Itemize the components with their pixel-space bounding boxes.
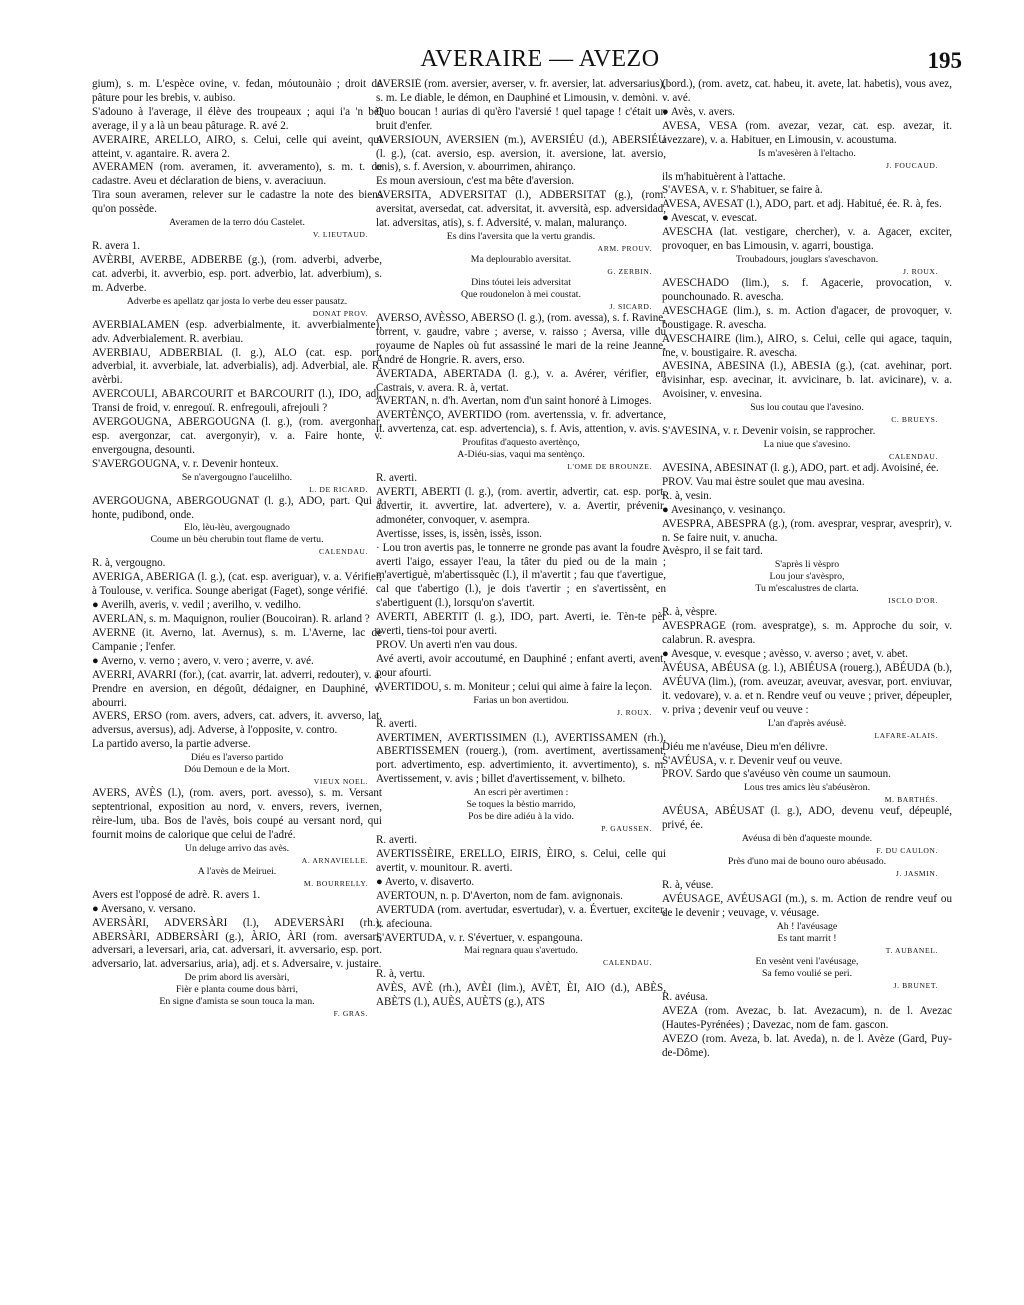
quotation-line: En vesènt veni l'avéusage, [755,955,859,967]
entry-paragraph: AVESA, AVESAT (l.), ADO, part. et adj. Habitué, ée. R. à, fes. [662,198,942,211]
entry-paragraph: AVERS, ERSO (rom. avers, advers, cat. advers, it. avverso, lat. adversus, aversus), adj. Adverse, à l'opposite, v. contro. [92,710,382,737]
quotation-line: En signe d'amista se soun touca la man. [159,996,315,1008]
quotation-attribution: P. GAUSSEN. [601,824,652,834]
entry-paragraph: AVERGOUGNA, ABERGOUGNA (l. g.), (rom. avergonhar, esp. avergonzar, cat. avergonyir), v. a. Faire honte, v. envergougna, desounti. [92,416,382,456]
quotation-line: Farias un bon avertidou. [473,694,569,706]
quotation-line: S'après li vèspro [774,559,840,571]
entry-paragraph: (bord.), (rom. avetz, cat. habeu, it. avete, lat. habetis), vous avez, v. avé. [662,78,952,104]
quotation-attribution: C. BRUEYS. [891,415,938,425]
quotation-line: Avéusa di bèn d'aqueste mounde. [741,833,873,845]
quotation-attribution: F. GRAS. [333,1009,368,1019]
quotation-line: Averamen de la terro dóu Castelet. [169,217,305,229]
entry-paragraph: R. avera 1. [92,240,141,253]
entry-paragraph: AVERLAN, s. m. Maquignon, roulier (Boucoiran). R. arland ? [92,613,370,626]
quotation-attribution: L'OME DE BROUNZE. [567,462,652,472]
quotation-line: Sa femo voulié se peri. [761,967,853,979]
quotation-line: An escri pèr avertimen : [473,787,569,799]
quotation-attribution: G. ZERBIN. [607,266,652,276]
entry-paragraph: AVERAIRE, ARELLO, AIRO, s. Celui, celle qui aveint, qui atteint, v. agantaire. R. avera 2. [92,133,382,160]
entry-paragraph: ● Averilh, averis, v. vedil ; averilho, v. vedilho. [92,599,302,612]
quotation-line: Es dins l'aversita que la vertu grandis. [446,230,596,242]
entry-paragraph: AVÈS, AVÈ (rh.), AVÈI (lim.), AVÈT, ÈI, AIO (d.), ABÈS, ABÈTS (l.), AUÈS, AUÈTS (g.), ATS [376,982,666,1009]
quotation-line: Elo, lèu-lèu, avergougnado [184,522,290,534]
entry-paragraph: AVERSITA, ADVERSITAT (l.), ADBERSITAT (g.), (rom. aversitat, aversedat, cat. adversitat, it. avversità, esp. adversidad, lat. adversitas, atis), s. f. Adversité, v. malan, maluranço. [376,189,666,230]
entry-paragraph: AVERTISSÈIRE, ERELLO, EIRIS, ÈIRO, s. Celui, celle qui avertit, v. mounitour. R. averti. [376,848,666,874]
quotation-attribution: J. ROUX. [617,707,652,717]
entry-paragraph: AVERBIALAMEN (esp. adverbialmente, it. avverbialmente), adv. Adverbialement. R. averbiau. [92,318,382,345]
page-title: AVERAIRE — AVEZO [420,46,660,72]
entry-paragraph: Avé averti, avoir accoutumé, en Dauphiné ; enfant averti, avent, pour afourti. [376,652,666,679]
entry-paragraph: AVERSO, AVÈSSO, ABERSO (l. g.), (rom. avessa), s. f. Ravine, torrent, v. gaudre, vabre ; averse, v. raisso ; Aversa, ville du royaume de Naples où fut assassiné le mari de la reine Jeanne, André de Hongrie. R. avers, erso. [376,311,666,366]
entry-paragraph: AVERTIDOU, s. m. Moniteur ; celui qui aime à faire la leçon. [376,680,653,693]
quotation-line: La niue que s'avesino. [763,439,851,451]
entry-paragraph: ils m'habituèrent à l'attache. [662,170,786,183]
entry-paragraph: S'AVÉUSA, v. r. Devenir veuf ou veuve. [662,754,843,767]
quotation-attribution: ISCLO D'OR. [888,596,938,606]
column-1 [92,78,382,1288]
entry-paragraph: Quo boucan ! aurias di qu'èro l'aversié ! quel tapage ! c'était un bruit d'enfer. [376,105,666,132]
quotation-line: L'an d'après avéusè. [767,717,847,729]
quotation-line: Sus lou coutau que l'avesino. [750,402,864,414]
entry-paragraph: AVERBIAU, ADBERBIAL (l. g.), ALO (cat. esp. port. adverbial, it. avverbiale, lat. adverbialis), adj. Adverbial, ale. R. avèrbi. [92,346,382,387]
quotation-line: De prim abord lis aversàri, [184,972,290,984]
entry-paragraph: PROV. Sardo que s'avéuso vèn coume un saumoun. [662,768,891,781]
quotation-line: A l'avès de Meiruei. [197,865,277,877]
entry-paragraph: AVESCHA (lat. vestigare, chercher), v. a. Agacer, exciter, provoquer, en bas Limousin, v. agarri, boustiga. [662,226,952,253]
entry-paragraph: R. à, vertu. [376,968,425,981]
quotation-line: Se n'avergougno l'aucelilho. [181,471,293,483]
quotation-line: Fièr e planta coume dous bàrri, [176,984,298,996]
entry-paragraph: AVERTADA, ABERTADA (l. g.), v. a. Avérer, vérifier, en Castrais, v. avera. R. à, vertat. [376,367,666,394]
column-3 [662,78,952,1288]
entry-paragraph: ● Averno, v. verno ; avero, v. vero ; averre, v. avé. [92,654,314,667]
entry-paragraph: AVERIGA, ABERIGA (l. g.), (cat. esp. averiguar), v. a. Vérifier, à Toulouse, v. verifica. Sounge aberigat (Faget), songe vérifié. [92,571,382,598]
entry-paragraph: ● Avès, v. avers. [662,105,735,118]
entry-paragraph: S'AVESA, v. r. S'habituer, se faire à. [662,184,823,197]
entry-paragraph: ● Averto, v. disaverto. [376,875,475,888]
entry-paragraph: AVESINA, ABESINA (l.), ABESIA (g.), (cat. avehinar, port. avisinhar, esp. avecinar, it. avvicinare, b. lat. avicinare), v. a. Avoisiner, v. envesina. [662,360,952,401]
entry-paragraph: R. avéusa. [662,990,708,1003]
entry-paragraph: AVESCHAGE (lim.), s. m. Action d'agacer, de provoquer, v. boustigage. R. avescha. [662,304,952,331]
quotation-line: Se toques la bèstio marrido, [466,799,576,811]
quotation-line: Lou jour s'avèspro, [769,571,845,583]
quotation-attribution: J. SICARD. [609,301,652,311]
entry-paragraph: AVÉUSA, ABÉUSA (g. l.), ABIÉUSA (rouerg.), ABÉUDA (b.), AVÉUVA (lim.), (rom. aveuzar, aveuvar, avesvar, port. enviuvar, it. vedovare), v. a. et n. Rendre veuf ou veuve ; priver, dépeupler, v. priva ; devenir veuf ou veuve : [662,662,952,716]
quotation-attribution: CALENDAU. [318,547,368,557]
entry-paragraph: AVERTI, ABERTI (l. g.), (rom. avertir, advertir, cat. esp. port. advertir, it. avvertire, lat. advertere), v. a. Avertir, prévenir, admonéter, convoquer, v. asempra. [376,486,666,526]
entry-paragraph: gium), s. m. L'espèce ovine, v. fedan, móutounàio ; droit de pâture pour les brebis, v. aubiso. [92,78,382,104]
entry-paragraph: AVERTIMEN, AVERTISSIMEN (l.), AVERTISSAMEN (rh.), ABERTISSEMEN (rouerg.), (rom. avertiment, avertissament, port. advertimento, esp. advertimiento, it. avvertimento), s. m. Avertissement, v. avis ; billet d'avertissement, v. bilheto. [376,731,666,786]
quotation-attribution: M. BARTHÉS. [884,795,938,805]
quotation-attribution: T. AUBANEL. [885,945,938,955]
quotation-line: Adverbe es apellatz qar josta lo verbe deu esser pausatz. [126,295,348,307]
entry-paragraph: Diéu me n'avéuse, Dieu m'en délivre. [662,740,828,753]
entry-paragraph: R. averti. [376,717,417,730]
entry-paragraph: ● Aversano, v. versano. [92,902,196,915]
entry-paragraph: S'AVERGOUGNA, v. r. Devenir honteux. [92,457,279,470]
entry-paragraph: AVERSIÉ (rom. aversier, averser, v. fr. aversier, lat. adversarius), s. m. Le diable, le démon, en Dauphiné et Limousin, v. demòni. [376,78,666,104]
quotation-attribution: J. JASMIN. [895,869,938,879]
entry-paragraph: Avèspro, il se fait tard. [662,545,763,558]
entry-paragraph: AVERCOULI, ABARCOURIT et BARCOURIT (l.), IDO, adj. Transi de froid, v. enregouï. R. enfregouli, afrejouli ? [92,388,382,415]
entry-paragraph: ● Avesque, v. evesque ; avèsso, v. averso ; avet, v. abet. [662,648,908,661]
quotation-line: Coume un bèu cherubin tout flame de vertu. [150,534,324,546]
quotation-line: Tu m'escalustres de clarta. [755,583,859,595]
entry-paragraph: AVEZA (rom. Avezac, b. lat. Avezacum), n. de l. Avezac (Hautes-Pyrénées) ; Davezac, nom de fam. gascon. [662,1004,952,1031]
quotation-line: Lous tres amics lèu s'abéusèron. [743,782,871,794]
quotation-attribution: LAFARE-ALAIS. [874,730,938,740]
entry-paragraph: AVESCHAIRE (lim.), AIRO, s. Celui, celle qui agace, taquin, ine, v. boustigaire. R. avescha. [662,332,952,359]
running-head [0,44,1024,78]
quotation-attribution: ARM. PROUV. [597,243,652,253]
entry-paragraph: AVEZO (rom. Aveza, b. lat. Aveda), n. de l. Avèze (Gard, Puy-de-Dôme). [662,1032,952,1059]
entry-paragraph: S'AVERTUDA, v. r. S'évertuer, v. espangouna. [376,931,583,944]
entry-paragraph: R. à, véuse. [662,879,714,892]
entry-paragraph: S'AVESINA, v. r. Devenir voisin, se rapprocher. [662,425,876,438]
quotation-attribution: VIEUX NOEL. [313,777,368,787]
entry-paragraph: R. averti. [376,472,417,485]
entry-paragraph: AVÉUSA, ABÉUSAT (l. g.), ADO, devenu veuf, dépeuplé, privé, ée. [662,805,952,832]
entry-paragraph: AVESA, VESA (rom. avezar, vezar, cat. esp. avezar, it. avezzare), v. a. Habituer, en Limousin, v. acoustuma. [662,119,952,146]
entry-paragraph: AVÈRBI, AVERBE, ADBERBE (g.), (rom. adverbi, adverbe, cat. adverbi, it. avverbio, esp. port. adverbio, lat. adverbium), s. m. Adverbe. [92,253,382,294]
quotation-line: A-Diéu-sias, vaqui ma sentènço. [457,449,585,461]
quotation-line: Près d'uno mai de bouno ouro abéusado. [727,856,887,868]
entry-paragraph: AVESPRAGE (rom. avespratge), s. m. Approche du soir, v. calabrun. R. avespra. [662,620,952,647]
entry-paragraph: R. à, vèspre. [662,606,718,619]
entry-paragraph: AVERNE (it. Averno, lat. Avernus), s. m. L'Averne, lac de Campanie ; l'enfer. [92,627,382,653]
quotation-line: Un deluge arrivo das avès. [184,842,290,854]
entry-paragraph: R. à, vesin. [662,489,712,502]
quotation-line: Ah ! l'avéusage [776,920,838,932]
entry-paragraph: AVERTÈNÇO, AVERTIDO (rom. avertenssia, v. fr. advertance, it. avvertenza, cat. esp. advertencia), s. f. Avis, attention, v. avis. [376,409,666,436]
entry-paragraph: ● Avesinanço, v. vesinanço. [662,503,786,516]
quotation-line: Que roudonelon à mei coustat. [461,288,581,300]
entry-paragraph: R. à, vergougno. [92,557,166,570]
quotation-line: Proufitas d'aquesto avertènço, [462,437,580,449]
entry-paragraph: AVERSIOUN, AVERSIEN (m.), AVERSIÉU (d.), ABERSIÉU (l. g.), (cat. aversio, esp. aversion, it. aversione, lat. aversio, onis), s. f. Aversion, v. abourrimen, ahiranço. [376,133,666,174]
entry-paragraph: Es moun aversioun, c'est ma bête d'aversion. [376,175,575,188]
entry-paragraph: AVERGOUGNA, ABERGOUGNAT (l. g.), ADO, part. Qui a honte, pudibond, onde. [92,494,382,521]
entry-paragraph: AVERTAN, n. d'h. Avertan, nom d'un saint honoré à Limoges. [376,395,652,408]
entry-paragraph: AVESINA, ABESINAT (l. g.), ADO, part. et adj. Avoisiné, ée. [662,462,939,475]
entry-paragraph: · Lou tron avertis pas, le tonnerre ne gronde pas avant la foudre ; averti l'aigo, essayer l'eau, la tâter du pied ou de la main ; m'avertiguè, m'abertissquèc (l.), il m'avertit ; fau que t'avertigue, cal que t'abertigo (l.), je dois t'avertir ; en s'avertissènt, en s'abertiguent (l.), lorsqu'on s'avertit. [376,541,666,610]
entry-paragraph: R. averti. [376,834,417,847]
quotation-attribution: CALENDAU. [888,452,938,462]
entry-paragraph: Avertisse, isses, is, issèn, issès, isson. [376,527,542,540]
quotation-line: Dins tóutei leis adversitat [471,276,571,288]
entry-paragraph: Tira soun averamen, relever sur le cadastre la note des biens qu'on possède. [92,189,382,216]
quotation-line: Mai regnara quau s'avertudo. [464,945,578,957]
quotation-attribution: J. BRUNET. [893,980,938,990]
entry-paragraph: AVERS, AVÈS (l.), (rom. avers, port. avesso), s. m. Versant septentrional, exposition au nord, v. envers, revers, ivernen, rèire-lum, uba. Bos de l'avès, bois coupé au versant nord, qui fournit moins de calorique que celui de l'adré. [92,787,382,841]
quotation-line: Is m'avesèren à l'eltacho. [758,147,856,159]
quotation-line: Diéu es l'averso partido [190,752,284,764]
quotation-attribution: V. LIEUTAUD. [312,230,368,240]
page-number: 195 [927,48,962,73]
quotation-attribution: CALENDAU. [602,958,652,968]
quotation-line: Ma deplourablo aversitat. [470,253,572,265]
column-2 [376,78,666,1288]
quotation-attribution: F. DU CAULON. [876,846,938,856]
entry-paragraph: AVERTOUN, n. p. D'Averton, nom de fam. avignonais. [376,889,623,902]
quotation-line: Troubadours, jouglars s'aveschavon. [735,253,879,265]
entry-paragraph: AVÉUSAGE, AVÉUSAGI (m.), s. m. Action de rendre veuf ou de le devenir ; veuvage, v. véusage. [662,893,952,919]
entry-paragraph: ● Avescat, v. evescat. [662,212,758,225]
quotation-attribution: DONAT PROV. [312,308,368,318]
entry-paragraph: S'adouno à l'average, il élève des troupeaux ; aqui i'a 'n bèl average, il y a là un beau pâturage. R. avé 2. [92,105,382,132]
entry-paragraph: AVERTUDA (rom. avertudar, esvertudar), v. a. Évertuer, exciter, v. afeciouna. [376,903,666,930]
quotation-attribution: J. ROUX. [903,266,938,276]
quotation-attribution: J. FOUCAUD. [886,160,938,170]
entry-paragraph: La partido averso, la partie adverse. [92,738,251,751]
entry-paragraph: AVERTI, ABERTIT (l. g.), IDO, part. Averti, ie. Tèn-te pèr averti, tiens-toi pour averti. [376,611,666,638]
entry-paragraph: PROV. Vau mai èstre soulet que mau avesina. [662,475,865,488]
quotation-line: Pos be dire adiéu à la vido. [468,811,574,823]
entry-paragraph: AVERSÀRI, ADVERSÀRI (l.), ADEVERSÀRI (rh.), ABERSÀRI, ADBERSÀRI (g.), ÀRIO, ÀRI (rom. aversari, adversari, a leversari, aria, cat. adversari, it. avversario, esp. port. adversario, lat. adversarius, aria), adj. et s. Adversaire, v. justaire. [92,916,382,971]
quotation-attribution: L. DE RICARD. [309,484,368,494]
entry-paragraph: Avers est l'opposé de adrè. R. avers 1. [92,888,261,901]
quotation-line: Dóu Demoun e de la Mort. [184,764,290,776]
entry-paragraph: AVERAMEN (rom. averamen, it. avveramento), s. m. t. de cadastre. Aveu et déclaration de biens, v. averaciuun. [92,161,382,188]
quotation-attribution: A. ARNAVIELLE. [301,855,368,865]
quotation-attribution: M. BOURRELLY. [303,878,368,888]
entry-paragraph: AVESCHADO (lim.), s. f. Agacerie, provocation, v. pounchounado. R. avescha. [662,276,952,303]
entry-paragraph: PROV. Un averti n'en vau dous. [376,639,518,651]
entry-paragraph: AVESPRA, ABESPRA (g.), (rom. avesprar, vesprar, avesprir), v. n. Se faire nuit, v. anucha. [662,517,952,544]
quotation-line: Es tant marrit ! [777,932,837,944]
entry-paragraph: AVERRI, AVARRI (for.), (cat. avarrir, lat. adverri, redouter), v. a. Prendre en aversion, en dégoût, dédaigner, en Dauphiné, v. abourri. [92,668,382,709]
